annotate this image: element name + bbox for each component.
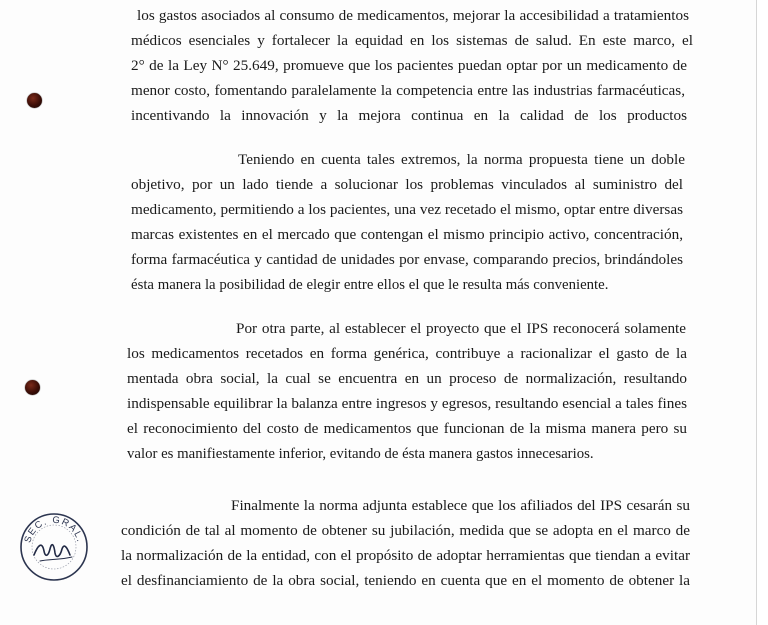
text-line: forma farmacéutica y cantidad de unidades por envase, comparando precios, brindándoles	[131, 251, 683, 268]
punch-hole-icon	[27, 93, 42, 108]
text-line: los gastos asociados al consumo de medicamentos, mejorar la accesibilidad a tratamientos	[137, 7, 689, 24]
text-line: 2° de la Ley N° 25.649, promueve que los pacientes puedan optar por un medicamento de	[131, 57, 687, 74]
text-line: marcas existentes en el mercado que contengan el mismo principio activo, concentración,	[131, 226, 683, 243]
text-line: Finalmente la norma adjunta establece que los afiliados del IPS cesarán su	[231, 497, 690, 514]
text-line: objetivo, por un lado tiende a solucionar los problemas vinculados al suministro del	[131, 176, 683, 193]
svg-text:SEC. GRAL.	[22, 515, 85, 544]
text-line: menor costo, fomentando paralelamente la competencia entre las industrias farmacéuticas,	[131, 82, 685, 99]
text-line: los medicamentos recetados en forma genérica, contribuye a racionalizar el gasto de la	[127, 345, 687, 362]
text-line: incentivando la innovación y la mejora continua en la calidad de los productos	[131, 107, 687, 124]
page-edge	[756, 0, 768, 625]
text-line: la normalización de la entidad, con el propósito de adoptar herramientas que tiendan a evitar	[121, 547, 690, 564]
text-line: el desfinanciamiento de la obra social, teniendo en cuenta que en el momento de obtener la	[121, 572, 690, 589]
text-line: médicos esenciales y fortalecer la equidad en los sistemas de salud. En este marco, el	[131, 32, 693, 49]
sec-gral-stamp-icon	[18, 511, 90, 583]
text-line: Teniendo en cuenta tales extremos, la norma propuesta tiene un doble	[238, 151, 685, 168]
text-line: valor es manifiestamente inferior, evitando de ésta manera gastos innecesarios.	[127, 446, 594, 462]
text-line: condición de tal al momento de obtener su jubilación, medida que se adopta en el marco de	[121, 522, 690, 539]
text-line: medicamento, permitiendo a los pacientes, una vez recetado el mismo, optar entre diversas	[131, 201, 683, 218]
punch-hole-icon	[25, 380, 40, 395]
text-line: mentada obra social, la cual se encuentra en un proceso de normalización, resultando	[127, 370, 687, 387]
text-line: Por otra parte, al establecer el proyecto que el IPS reconocerá solamente	[236, 320, 686, 337]
text-line: el reconocimiento del costo de medicamentos que funcionan de la misma manera pero su	[127, 420, 687, 437]
stamp-label: SEC. GRAL.	[22, 514, 86, 545]
text-line: ésta manera la posibilidad de elegir entre ellos el que le resulta más conveniente.	[131, 277, 609, 293]
text-line: indispensable equilibrar la balanza entre ingresos y egresos, resultando esencial a tales fines	[127, 395, 687, 412]
